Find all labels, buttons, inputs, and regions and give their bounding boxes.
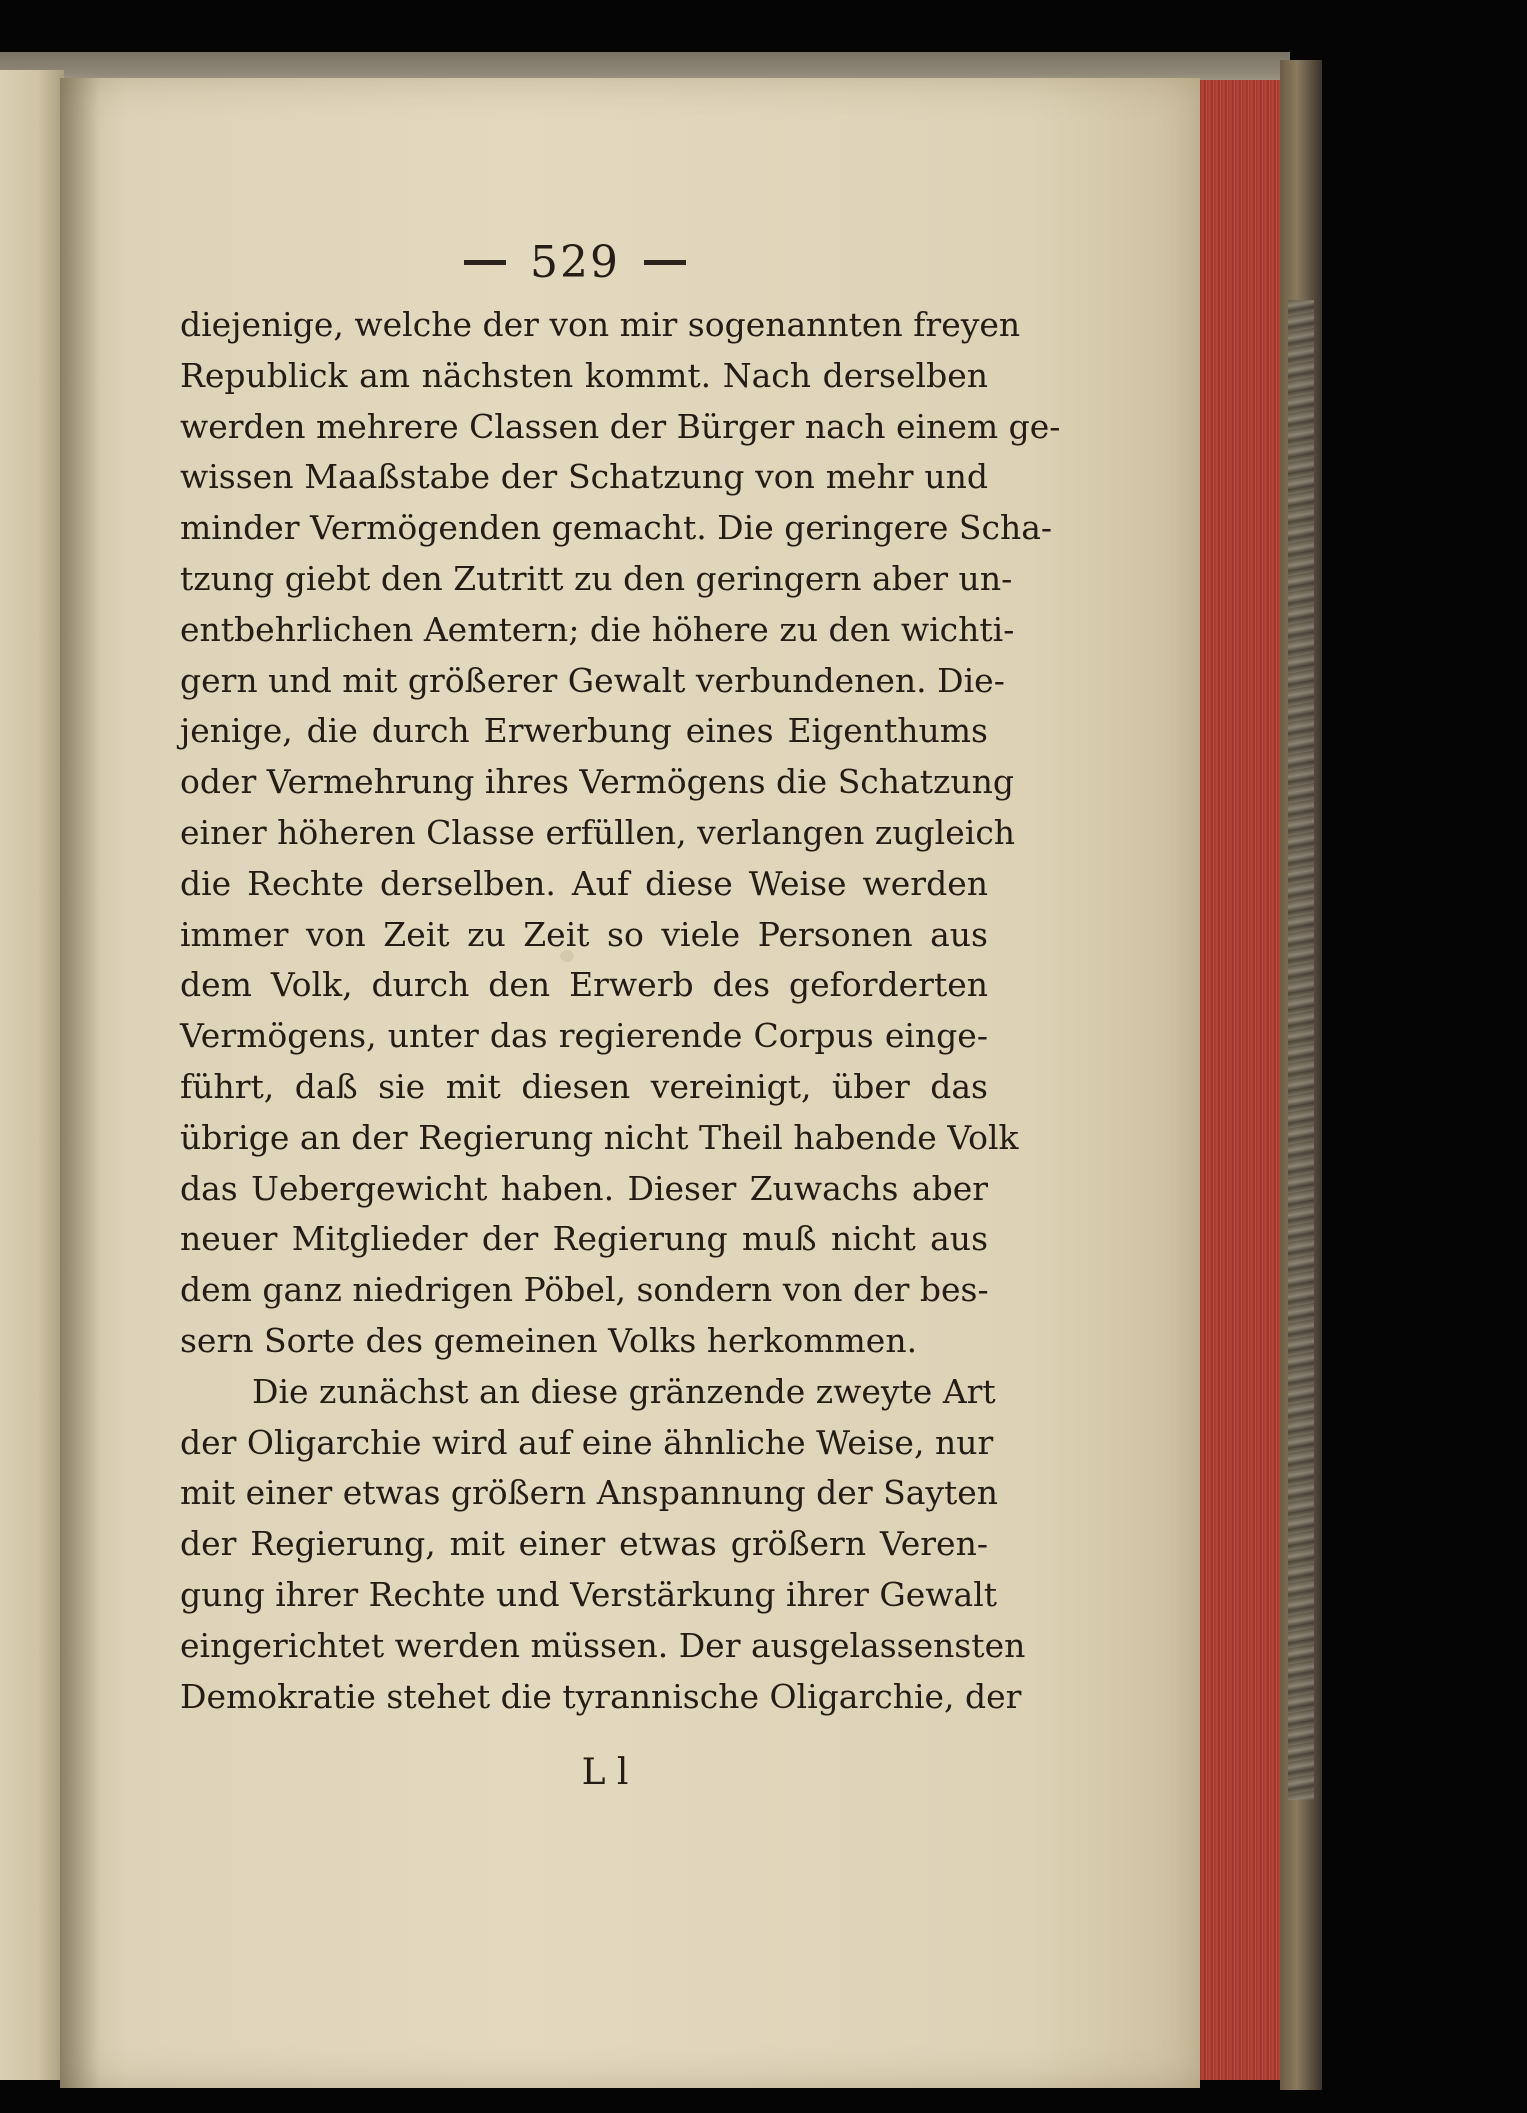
text-line: eingerichtet werden müssen. Der ausgelassensten xyxy=(180,1625,1026,1665)
page-header xyxy=(445,232,705,292)
text-line: immer von Zeit zu Zeit so viele Personen aus xyxy=(180,914,988,954)
facing-page-edge xyxy=(0,70,64,2080)
text-line: Die zunächst an diese gränzende zweyte Art xyxy=(252,1371,996,1411)
text-line: entbehrlichen Aemtern; die höhere zu den wichti- xyxy=(180,609,1015,649)
red-page-edges xyxy=(1200,80,1280,2080)
page-number: 529 xyxy=(530,236,620,288)
text-line: sern Sorte des gemeinen Volks herkommen. xyxy=(180,1320,918,1360)
text-line: dem ganz niedrigen Pöbel, sondern von der bes- xyxy=(180,1270,989,1310)
text-line: oder Vermehrung ihres Vermögens die Schatzung xyxy=(180,762,1014,802)
text-line: minder Vermögenden gemacht. Die geringere Scha- xyxy=(180,508,1053,548)
signature-mark: L l xyxy=(581,1752,629,1793)
text-line: neuer Mitglieder der Regierung muß nicht aus xyxy=(180,1219,988,1259)
text-line: jenige, die durch Erwerbung eines Eigenthums xyxy=(180,711,988,751)
header-dash-left xyxy=(464,260,506,265)
text-line: dem Volk, durch den Erwerb des geforderten xyxy=(180,965,988,1005)
header-dash-right xyxy=(644,260,686,265)
text-line: Demokratie stehet die tyrannische Oligarchie, der xyxy=(180,1676,1022,1716)
text-line: mit einer etwas größern Anspannung der Sayten xyxy=(180,1473,999,1513)
text-line: übrige an der Regierung nicht Theil habende Volk xyxy=(180,1117,1019,1157)
text-line: Vermögens, unter das regierende Corpus einge- xyxy=(180,1016,988,1056)
text-line: der Oligarchie wird auf eine ähnliche Weise, nur xyxy=(180,1422,994,1462)
text-line: Republick am nächsten kommt. Nach derselben xyxy=(180,355,988,395)
text-line: tzung giebt den Zutritt zu den geringern aber un- xyxy=(180,558,1013,598)
text-line: der Regierung, mit einer etwas größern Veren- xyxy=(180,1524,988,1564)
text-line: die Rechte derselben. Auf diese Weise werden xyxy=(180,863,988,903)
text-line: das Uebergewicht haben. Dieser Zuwachs aber xyxy=(180,1168,988,1208)
gutter-shadow xyxy=(60,78,100,2088)
text-line: gern und mit größerer Gewalt verbundenen. Die- xyxy=(180,660,1005,700)
text-line: einer höheren Classe erfüllen, verlangen zugleich xyxy=(180,812,1016,852)
text-line: werden mehrere Classen der Bürger nach einem ge- xyxy=(180,406,1061,446)
text-line: gung ihrer Rechte und Verstärkung ihrer Gewalt xyxy=(180,1574,998,1614)
text-line: wissen Maaßstabe der Schatzung von mehr und xyxy=(180,457,988,497)
marbled-cover xyxy=(1288,300,1314,1800)
text-line: diejenige, welche der von mir sogenannten freyen xyxy=(180,305,1021,344)
body-text xyxy=(180,300,1061,1722)
text-line: führt, daß sie mit diesen vereinigt, über das xyxy=(180,1066,988,1106)
